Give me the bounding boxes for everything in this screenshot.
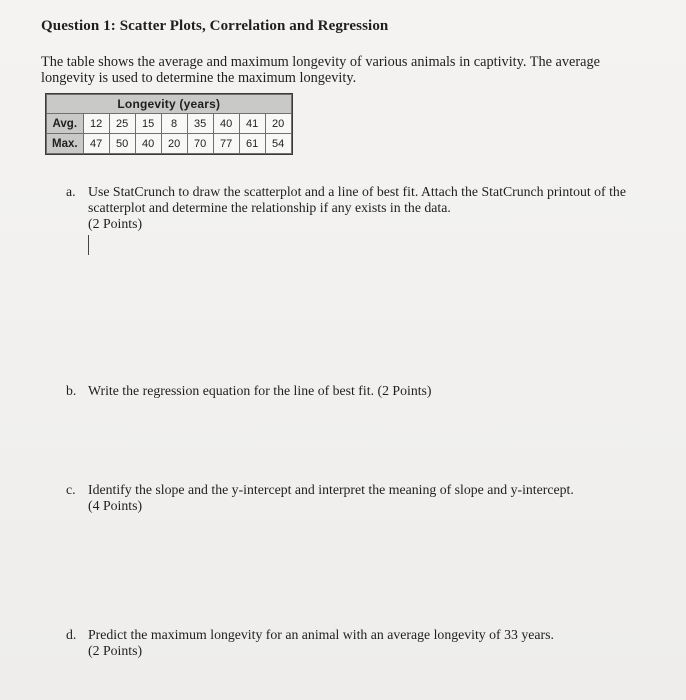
question-a-text: Use StatCrunch to draw the scatterplot and a line of best fit. Attach the StatCrunch printout of the scatterplot and determine the relationship if any exists in the data.: [88, 184, 626, 215]
table-header: Longevity (years): [47, 95, 292, 114]
table-cell: 8: [161, 114, 187, 134]
table-cell: 15: [135, 114, 161, 134]
question-b-text: Write the regression equation for the line of best fit. (2 Points): [88, 383, 432, 398]
table-cell: 40: [213, 114, 239, 134]
table-row-avg: [47, 114, 292, 134]
question-a: [66, 184, 626, 232]
table-cell: 40: [135, 134, 161, 154]
intro-paragraph: The table shows the average and maximum longevity of various animals in captivity. The average longevity is used to determine the maximum longevity.: [41, 54, 600, 86]
question-b: [66, 383, 626, 399]
question-c-points: (4 Points): [88, 498, 143, 513]
question-d-points: (2 Points): [88, 643, 143, 658]
table-cell: 54: [265, 134, 291, 154]
table-cell: 47: [83, 134, 109, 154]
question-d: [66, 627, 626, 659]
question-a-label: a.: [66, 184, 76, 199]
text-cursor: [88, 235, 89, 255]
question-b-label: b.: [66, 383, 77, 398]
table-row-max: [47, 134, 292, 154]
question-c: [66, 482, 626, 514]
table-cell: 50: [109, 134, 135, 154]
question-c-text: Identify the slope and the y-intercept and interpret the meaning of slope and y-intercept.: [88, 482, 574, 497]
question-a-points: (2 Points): [88, 216, 143, 231]
table-cell: 25: [109, 114, 135, 134]
question-c-label: c.: [66, 482, 76, 497]
table-cell: 61: [239, 134, 265, 154]
table-cell: 20: [265, 114, 291, 134]
longevity-table: [45, 93, 293, 155]
table-header-row: [47, 95, 292, 114]
table-cell: 70: [187, 134, 213, 154]
table-cell: 20: [161, 134, 187, 154]
row-label-avg: Avg.: [47, 114, 84, 134]
question-d-label: d.: [66, 627, 77, 642]
row-label-max: Max.: [47, 134, 84, 154]
table-cell: 12: [83, 114, 109, 134]
table-cell: 35: [187, 114, 213, 134]
question-d-text: Predict the maximum longevity for an animal with an average longevity of 33 years.: [88, 627, 554, 642]
table-cell: 41: [239, 114, 265, 134]
table-cell: 77: [213, 134, 239, 154]
question-title: Question 1: Scatter Plots, Correlation and Regression: [41, 18, 389, 34]
